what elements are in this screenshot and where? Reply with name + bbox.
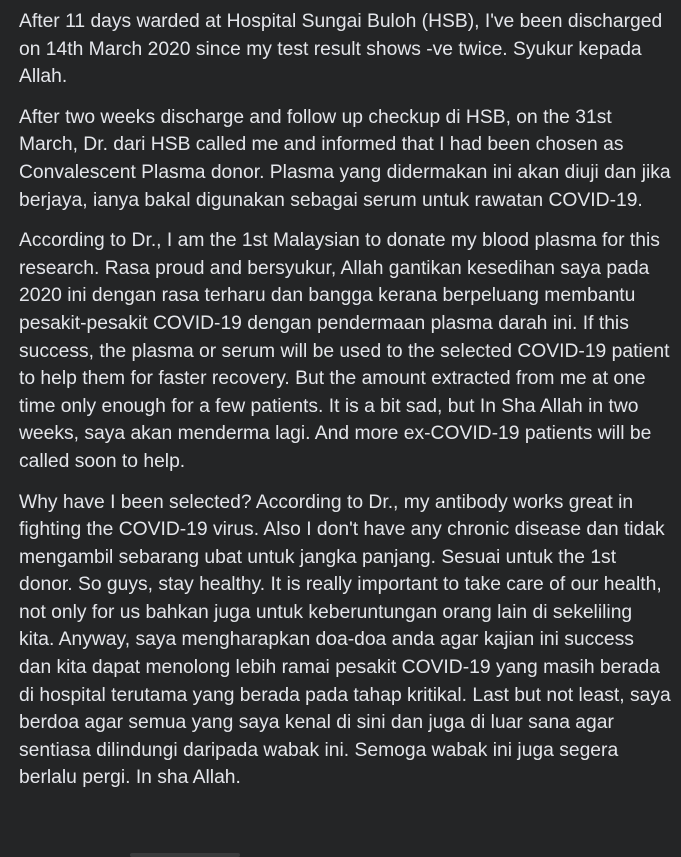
post-paragraph-3: According to Dr., I am the 1st Malaysian to donate my blood plasma for this research. Rasa proud and bersyukur, Allah gantikan kesedihan saya pada 2020 ini dengan rasa terharu dan bangga kerana berpeluang membantu pesakit-pesakit COVID-19 dengan pendermaan plasma darah ini. If this success, the plasma or serum will be used to the selected COVID-19 patient to help them for faster recovery. But the amount extracted from me at one time only enough for a few patients. It is a bit sad, but In Sha Allah in two weeks, saya akan menderma lagi. And more ex-COVID-19 patients will be called soon to help. xyxy=(19,230,670,472)
post-paragraph-2: After two weeks discharge and follow up checkup di HSB, on the 31st March, Dr. dari HSB called me and informed that I had been chosen as Convalescent Plasma donor. Plasma yang didermakan ini akan diuji dan jika berjaya, ianya bakal digunakan sebagai serum untuk rawatan COVID-19. xyxy=(19,106,671,211)
horizontal-scrollbar[interactable] xyxy=(130,853,240,857)
post-paragraph-4: Why have I been selected? According to Dr., my antibody works great in fighting the COVID-19 virus. Also I don't have any chronic disease dan tidak mengambil sebarang ubat untuk jangka panjang. Sesuai untuk the 1st donor. So guys, stay healthy. It is really important to take care of our health, not only for us bahkan juga untuk keberuntungan orang lain di sekeliling kita. Anyway, saya mengharapkan doa-doa anda agar kajian ini success dan kita dapat menolong lebih ramai pesakit COVID-19 yang masih berada di hospital terutama yang berada pada tahap kritikal. Last but not least, saya berdoa agar semua yang saya kenal di sini dan juga di luar sana agar sentiasa dilindungi daripada wabak ini. Semoga wabak ini juga segera berlalu pergi. In sha Allah. xyxy=(19,491,671,789)
post-paragraph-1: After 11 days warded at Hospital Sungai Buloh (HSB), I've been discharged on 14th March 2020 since my test result shows -ve twice. Syukur kepada Allah. xyxy=(19,11,663,88)
